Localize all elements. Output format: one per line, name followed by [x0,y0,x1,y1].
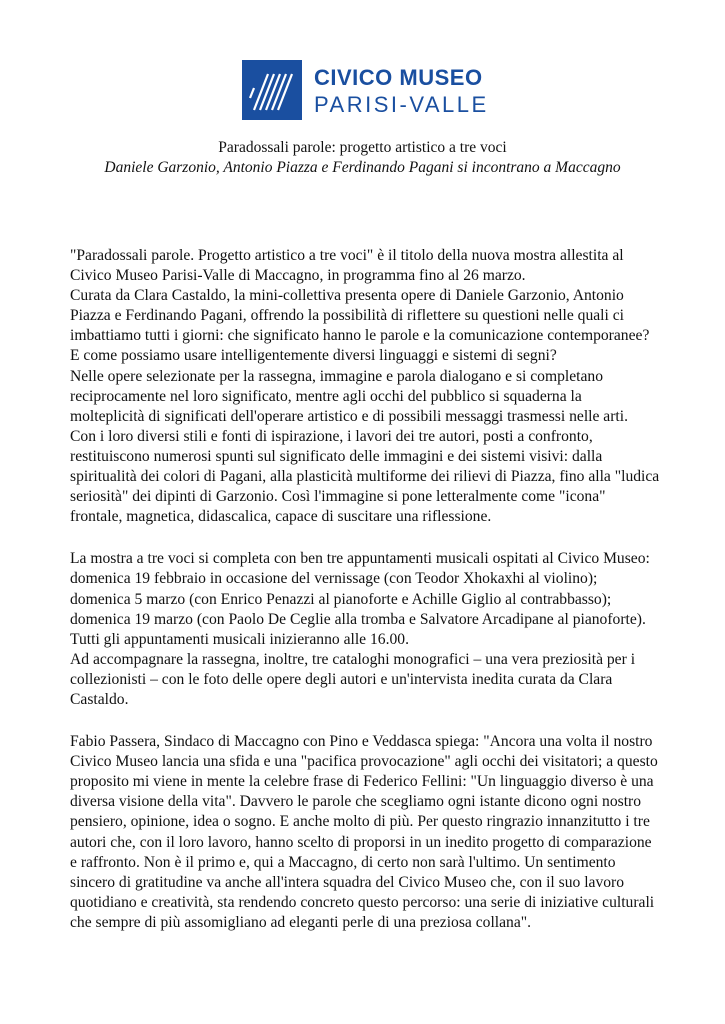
paragraph-concerts: La mostra a tre voci si completa con ben tre appuntamenti musicali ospitati al Civico Museo: domenica 19 febbraio in occasione del vernissage (con Teodor Xhokaxhi al violino); domenica 5 marzo (con Enrico Penazzi al pianoforte e Achille Giglio al contrabbasso); domenica 19 marzo (con Paolo De Ceglie alla tromba e Salvatore Arcadipane al pianoforte). Tutti gli appuntamenti musicali inizieranno alle 16.00. [70,550,650,648]
logo-title: CIVICO MUSEO [314,65,483,90]
document-subtitle: Daniele Garzonio, Antonio Piazza e Ferdinando Pagani si incontrano a Maccagno [104,159,621,176]
museum-logo-mark-icon [242,60,302,120]
paragraph-works: Nelle opere selezionate per la rassegna, immagine e parola dialogano e si completano reciprocamente nel loro significato, mentre agli occhi del pubblico si squaderna la molteplicità di significati dell'operare artistico e di possibili messaggi trasmessi nelle arti. [70,367,628,425]
paragraph-intro: "Paradossali parole. Progetto artistico a tre voci" è il titolo della nuova mostra allestita al Civico Museo Parisi-Valle di Maccagno, in programma fino al 26 marzo. [70,247,624,285]
paragraph-styles: Con i loro diversi stili e fonti di ispirazione, i lavori dei tre autori, posti a confronto, restituiscono numerosi spunti sul significato delle immagini e dei sistemi visivi: dalla spiritualità dei colori di Pagani, alla plasticità multiforme dei rilievi di Piazza, fino alla "ludica seriosità" dei dipinti di Garzonio. Così l'immagine si pone letteralmente come "icona" frontale, magnetica, didascalica, capace di suscitare una riflessione. [70,427,660,526]
paragraph-mayor-quote: Fabio Passera, Sindaco di Maccagno con Pino e Veddasca spiega: "Ancora una volta il nostro Civico Museo lancia una sfida e una "pacifica provocazione" agli occhi dei visitatori; a questo proposito mi viene in mente la celebre frase di Federico Fellini: "Un linguaggio diverso è una diversa visione della vita". Davvero le parole che scegliamo ogni istante dicono ogni nostro pensiero, opinione, idea o sogno. E anche molto di più. Per questo ringrazio innanzitutto i tre autori che, con il loro lavoro, hanno scelto di proporsi in un inedito progetto di comparazione e raffronto. Non è il primo e, qui a Maccagno, di certo non sarà l'ultimo. Un sentimento sincero di gratitudine va anche all'intera squadra del Civico Museo che, con il suo lavoro quotidiano e creatività, sta rendendo concreto questo percorso: una serie di iniziative culturali che sempre di più assomigliano ad eleganti perle di una preziosa collana". [70,733,658,931]
document-body [70,246,660,933]
paragraph-curator: Curata da Clara Castaldo, la mini-collettiva presenta opere di Daniele Garzonio, Antonio Piazza e Ferdinando Pagani, offrendo la possibilità di riflettere su questioni nelle quali ci imbattiamo tutti i giorni: che significato hanno le parole e la comunicazione contemporanee? E come possiamo usare intelligentemente diversi linguaggi e sistemi di segni? [70,287,650,365]
paragraph-catalogues: Ad accompagnare la rassegna, inoltre, tre cataloghi monografici – una vera preziosità per i collezionisti – con le foto delle opere degli autori e un'intervista inedita curata da Clara Castaldo. [70,650,636,708]
museum-logo [242,60,489,120]
logo-subtitle: PARISI-VALLE [314,92,489,117]
document-title: Paradossali parole: progetto artistico a tre voci [218,139,507,156]
